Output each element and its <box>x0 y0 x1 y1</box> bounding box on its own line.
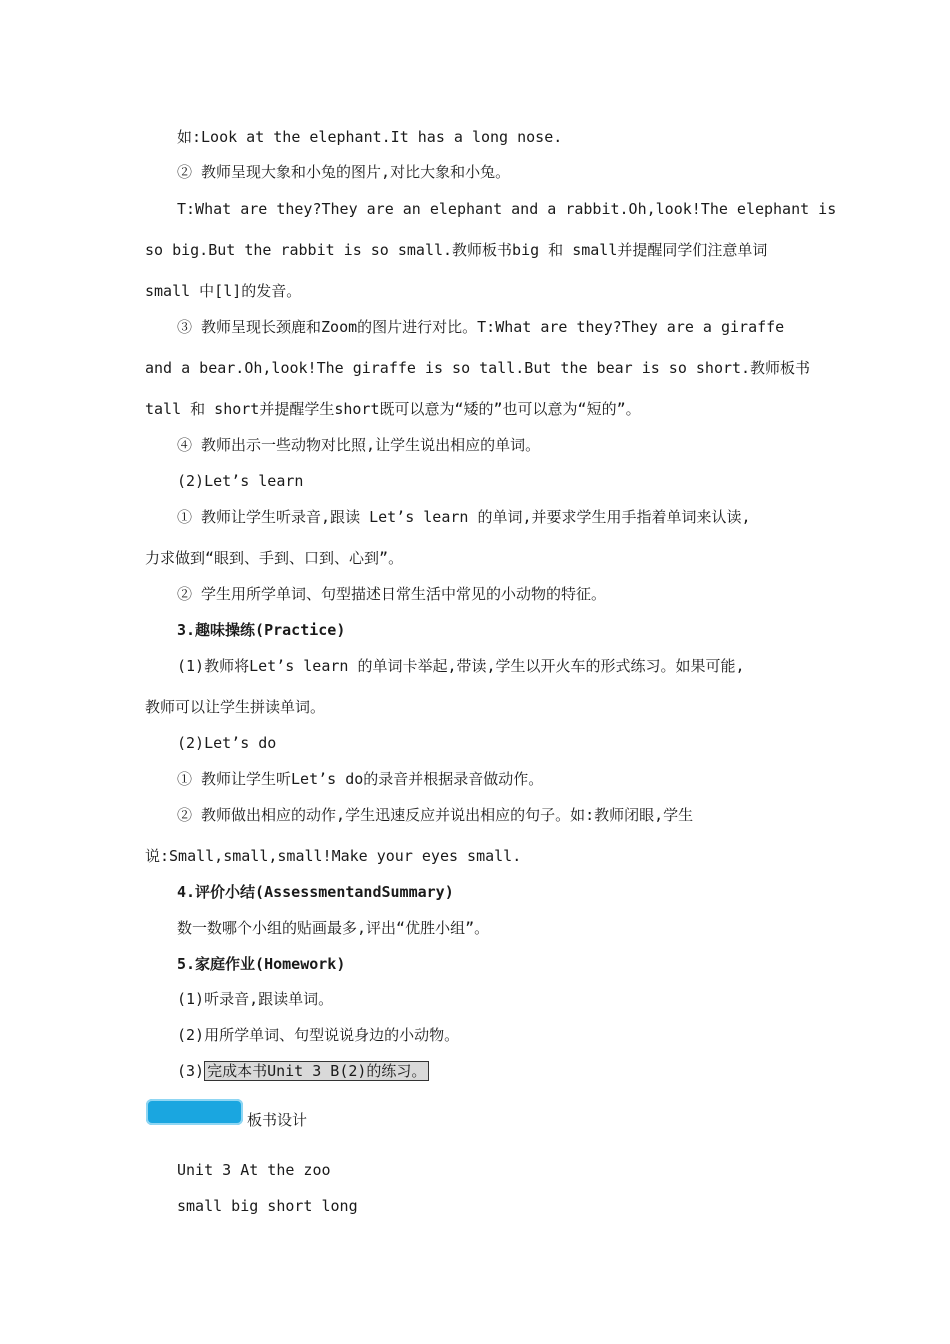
board-design-title: 板书设计 <box>247 1111 308 1129</box>
text-line: ② 教师做出相应的动作,学生迅速反应并说出相应的句子。如:教师闭眼,学生 <box>177 806 694 824</box>
text-line: ① 教师让学生听Let’s do的录音并根据录音做动作。 <box>177 770 544 788</box>
text-line: (2)用所学单词、句型说说身边的小动物。 <box>177 1026 460 1044</box>
text-line: so big.But the rabbit is so small.教师板书big 和 small并提醒同学们注意单词 <box>145 241 768 259</box>
text-line: small 中[l]的发音。 <box>145 282 302 300</box>
text-line: ② 教师呈现大象和小兔的图片,对比大象和小兔。 <box>177 163 511 181</box>
item-prefix: (3) <box>177 1062 205 1080</box>
text-line: ③ 教师呈现长颈鹿和Zoom的图片进行对比。T:What are they?They are a giraffe <box>177 318 785 336</box>
text-line: 教师可以让学生拼读单词。 <box>145 698 326 716</box>
text-line: (2)Let’s learn <box>177 472 304 490</box>
text-line: 数一数哪个小组的贴画最多,评出“优胜小组”。 <box>177 919 490 937</box>
text-line: (1)听录音,跟读单词。 <box>177 990 334 1008</box>
section-badge <box>146 1099 243 1125</box>
text-line: ② 学生用所学单词、句型描述日常生活中常见的小动物的特征。 <box>177 585 607 603</box>
highlighted-text: 完成本书Unit 3 B(2)的练习。 <box>204 1061 429 1081</box>
text-line: 如:Look at the elephant.It has a long nose. <box>177 128 563 146</box>
text-line <box>177 1060 429 1082</box>
section-heading: 5.家庭作业(Homework) <box>177 955 346 973</box>
text-line: tall 和 short并提醒学生short既可以意为“矮的”也可以意为“短的”。 <box>145 400 641 418</box>
text-line: ④ 教师出示一些动物对比照,让学生说出相应的单词。 <box>177 436 541 454</box>
board-line: Unit 3 At the zoo <box>177 1161 331 1179</box>
section-heading: 3.趣味操练(Practice) <box>177 621 346 639</box>
text-line: 说:Small,small,small!Make your eyes small. <box>145 847 522 865</box>
board-line: small big short long <box>177 1197 358 1215</box>
section-heading: 4.评价小结(AssessmentandSummary) <box>177 883 454 901</box>
text-line: ① 教师让学生听录音,跟读 Let’s learn 的单词,并要求学生用手指着单词来认读, <box>177 508 751 526</box>
text-line: T:What are they?They are an elephant and a rabbit.Oh,look!The elephant is <box>177 200 837 218</box>
text-line: (2)Let’s do <box>177 734 277 752</box>
text-line: 力求做到“眼到、手到、口到、心到”。 <box>145 549 404 567</box>
text-line: (1)教师将Let’s learn 的单词卡举起,带读,学生以开火车的形式练习。如果可能, <box>177 657 745 675</box>
text-line: and a bear.Oh,look!The giraffe is so tall.But the bear is so short.教师板书 <box>145 359 811 377</box>
